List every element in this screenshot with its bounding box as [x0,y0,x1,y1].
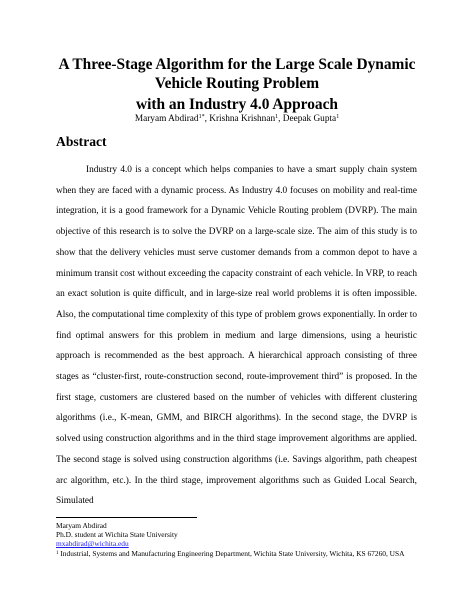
author-email-link[interactable]: mxabdirad@wichita.edu [56,539,129,549]
author-separator: , [204,114,210,124]
author-name: Deepak Gupta [282,114,337,124]
footnote-affiliation [56,549,436,558]
paper-title [40,55,434,93]
author-name: Krishna Krishnan [209,114,276,124]
abstract-heading: Abstract [56,134,107,149]
paper-subtitle: with an Industry 4.0 Approach [136,96,338,113]
author-mark: 1 [336,114,340,120]
footnote-author-position: Ph.D. student at Wichita State University [56,530,178,540]
author-separator: , [278,114,283,124]
author-mark: 1 [275,114,279,120]
author-list [40,113,434,125]
title-line-2: Vehicle Routing Problem [154,75,320,92]
footnote-divider [56,517,197,518]
affiliation-mark: 1 [56,550,59,556]
author-name: Maryam Abdirad [134,114,199,124]
affiliation-text: Industrial, Systems and Manufacturing Engineering Department, Wichita State University, Wichita, KS 67260, USA [58,548,405,558]
footnotes [56,521,436,558]
footnote-author-name: Maryam Abdirad [56,521,107,530]
title-line-1: A Three-Stage Algorithm for the Large Scale Dynamic [58,56,416,73]
author-mark: 1* [198,114,205,120]
abstract-paragraph: Industry 4.0 is a concept which helps companies to have a smart supply chain system when they are faced with a dynamic process. As Industry 4.0 focuses on mobility and real-time integration, it is a good framework for a Dynamic Vehicle Routing problem (DVRP). The main objective of this research is to solve the DVRP on a large-scale size. The aim of this study is to show that the delivery vehicles must serve customer demands from a common depot to have a minimum transit cost without exceeding the capacity constraint of each vehicle. In VRP, to reach an exact solution is quite difficult, and in large-size real world problems it is often impossible. Also, the computational time complexity of this type of problem grows exponentially. In order to find optimal answers for this problem in medium and large dimensions, using a heuristic approach is recommended as the best approach. A hierarchical approach consisting of three stages as “cluster-first, route-construction second, route-improvement third” is proposed. In the first stage, customers are clustered based on the number of vehicles with different clustering algorithms (i.e., K-mean, GMM, and BIRCH algorithms). In the second stage, the DVRP is solved using construction algorithms and in the third stage improvement algorithms are applied. The second stage is solved using construction algorithms (i.e. Savings algorithm, path cheapest arc algorithm, etc.). In the third stage, improvement algorithms such as Guided Local Search, Simulated [56,165,417,507]
